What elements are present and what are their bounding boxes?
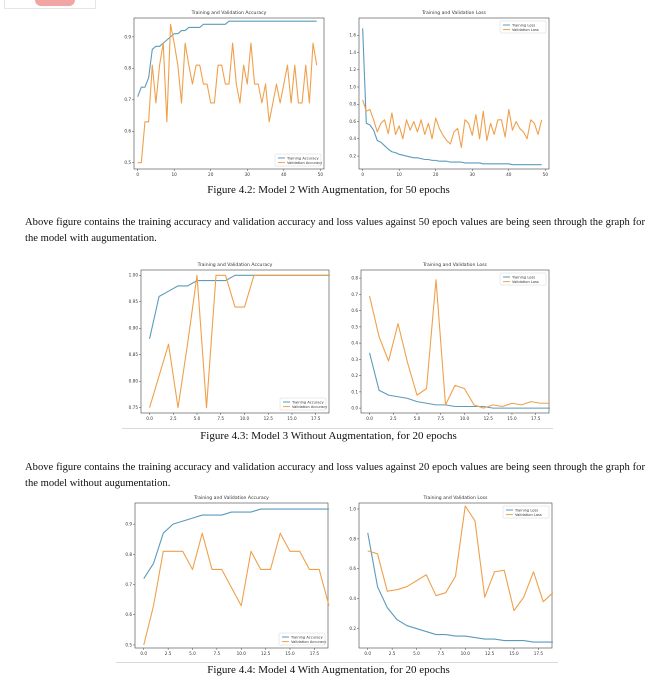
y-tick-label: 1.00 bbox=[128, 272, 138, 278]
x-tick-label: 10.0 bbox=[239, 416, 250, 421]
x-tick-label: 20 bbox=[433, 172, 439, 177]
figure-4-2-loss-plot bbox=[337, 7, 555, 183]
logo-shape bbox=[35, 0, 75, 6]
x-tick-label: 30 bbox=[469, 172, 475, 177]
validation-series-line bbox=[370, 280, 550, 408]
loss-chart bbox=[337, 7, 555, 183]
x-tick-label: 5.0 bbox=[413, 651, 420, 656]
legend-label: Validation Accuracy bbox=[287, 160, 323, 165]
y-tick-label: 0.8 bbox=[351, 275, 358, 281]
x-tick-label: 0 bbox=[361, 172, 364, 177]
plot-frame bbox=[135, 503, 328, 648]
legend-label: Training Loss bbox=[515, 508, 539, 513]
x-tick-label: 10 bbox=[396, 172, 402, 177]
x-tick-label: 15.0 bbox=[507, 416, 517, 421]
figure-4-4-loss-plot bbox=[337, 492, 558, 662]
legend-label: Validation Loss bbox=[512, 27, 539, 32]
y-tick-label: 0.9 bbox=[124, 34, 131, 40]
y-tick-label: 0.9 bbox=[125, 521, 132, 527]
y-tick-label: 1.4 bbox=[349, 49, 356, 55]
training-series-line bbox=[368, 533, 553, 642]
y-tick-label: 0.1 bbox=[351, 389, 358, 395]
x-tick-label: 50 bbox=[542, 172, 549, 177]
y-tick-label: 0.6 bbox=[125, 612, 132, 618]
x-tick-label: 5.0 bbox=[189, 651, 196, 656]
x-tick-label: 2.5 bbox=[169, 416, 177, 421]
validation-series-line bbox=[138, 24, 317, 162]
chart-legend bbox=[275, 154, 323, 166]
y-tick-label: 0.4 bbox=[349, 136, 356, 142]
chart-legend bbox=[280, 398, 328, 410]
figure-4-3-description: Above figure contains the training accuracy and validation accuracy and loss values against 20 epoch values are being seen through the graph for the model without augumentation. bbox=[25, 462, 645, 489]
legend-label: Training Accuracy bbox=[291, 635, 323, 640]
validation-series-line bbox=[144, 533, 329, 645]
training-series-line bbox=[370, 353, 550, 408]
x-tick-label: 50 bbox=[317, 172, 324, 177]
figure-4-4-accuracy-plot bbox=[113, 492, 334, 662]
x-tick-label: 7.5 bbox=[217, 416, 225, 421]
x-tick-label: 7.5 bbox=[213, 651, 221, 656]
x-tick-label: 2.5 bbox=[389, 416, 397, 421]
plot-frame bbox=[134, 18, 324, 169]
y-tick-label: 1.0 bbox=[349, 506, 356, 512]
y-tick-label: 0.75 bbox=[128, 405, 138, 411]
legend-label: Training Accuracy bbox=[287, 156, 319, 161]
x-tick-label: 0.0 bbox=[366, 416, 373, 421]
chart-title: Training and Validation Loss bbox=[423, 263, 487, 268]
x-tick-label: 12.5 bbox=[260, 651, 271, 656]
y-tick-label: 0.8 bbox=[125, 551, 132, 557]
y-tick-label: 0.7 bbox=[124, 97, 131, 103]
legend-label: Validation Accuracy bbox=[292, 404, 328, 409]
accuracy-chart bbox=[112, 7, 330, 183]
y-tick-label: 0.7 bbox=[351, 291, 358, 297]
y-tick-label: 0.2 bbox=[349, 625, 356, 631]
figure-divider bbox=[116, 662, 558, 663]
plot-frame bbox=[359, 18, 549, 169]
x-tick-label: 5.0 bbox=[193, 416, 201, 421]
x-tick-label: 2.5 bbox=[164, 651, 172, 656]
figure-4-3-caption: Figure 4.3: Model 3 Without Augmentation, for 20 epochs bbox=[200, 430, 457, 442]
y-tick-label: 1.6 bbox=[349, 32, 356, 38]
validation-series-line bbox=[363, 100, 542, 147]
y-tick-label: 0.85 bbox=[128, 352, 138, 358]
chart-title: Training and Validation Accuracy bbox=[191, 11, 267, 16]
legend-label: Training Loss bbox=[512, 23, 536, 28]
y-tick-label: 0.6 bbox=[349, 118, 356, 124]
chart-title: Training and Validation Accuracy bbox=[197, 263, 273, 268]
x-tick-label: 17.5 bbox=[533, 651, 544, 656]
y-tick-label: 0.4 bbox=[349, 596, 356, 602]
x-tick-label: 15.0 bbox=[287, 416, 297, 421]
x-tick-label: 10 bbox=[171, 172, 177, 177]
validation-series-line bbox=[150, 275, 330, 407]
header-logo-fragment bbox=[4, 0, 96, 9]
y-tick-label: 0.8 bbox=[124, 65, 131, 71]
y-tick-label: 0.8 bbox=[349, 101, 356, 107]
validation-series-line bbox=[368, 506, 553, 611]
y-tick-label: 0.6 bbox=[124, 128, 131, 134]
accuracy-chart bbox=[113, 492, 334, 662]
x-tick-label: 17.5 bbox=[311, 416, 321, 421]
y-tick-label: 0.80 bbox=[128, 378, 138, 384]
y-tick-label: 0.8 bbox=[349, 536, 356, 542]
figure-4-2-accuracy-plot bbox=[112, 7, 330, 183]
x-tick-label: 0.0 bbox=[146, 416, 153, 421]
x-tick-label: 10.0 bbox=[459, 416, 470, 421]
chart-title: Training and Validation Accuracy bbox=[194, 496, 269, 501]
figure-4-3-loss-plot bbox=[339, 259, 555, 427]
figure-4-4-caption: Figure 4.4: Model 4 With Augmentation, for 20 epochs bbox=[207, 664, 450, 676]
x-tick-label: 7.5 bbox=[437, 651, 445, 656]
y-tick-label: 0.5 bbox=[125, 642, 132, 648]
legend-label: Validation Accuracy bbox=[291, 639, 327, 644]
figure-4-2-description: Above figure contains the training accuracy and validation accuracy and loss values against 50 epoch values are being seen through the graph for the model with augumentation. bbox=[25, 217, 645, 244]
x-tick-label: 0 bbox=[136, 172, 139, 177]
y-tick-label: 0.95 bbox=[128, 299, 138, 305]
training-series-line bbox=[363, 28, 542, 164]
x-tick-label: 15.0 bbox=[285, 651, 295, 656]
x-tick-label: 7.5 bbox=[437, 416, 445, 421]
loss-chart bbox=[337, 492, 558, 662]
chart-title: Training and Validation Loss bbox=[423, 496, 488, 501]
figure-divider bbox=[122, 428, 553, 429]
x-tick-label: 0.0 bbox=[140, 651, 148, 656]
x-tick-label: 40 bbox=[506, 172, 512, 177]
y-tick-label: 0.6 bbox=[351, 308, 358, 314]
x-tick-label: 17.5 bbox=[531, 416, 541, 421]
y-tick-label: 0.4 bbox=[351, 340, 358, 346]
x-tick-label: 12.5 bbox=[484, 651, 495, 656]
x-tick-label: 40 bbox=[281, 172, 287, 177]
y-tick-label: 0.5 bbox=[351, 324, 358, 330]
legend-label: Validation Loss bbox=[515, 512, 542, 517]
legend-label: Training Accuracy bbox=[292, 400, 324, 405]
x-tick-label: 5.0 bbox=[413, 416, 421, 421]
x-tick-label: 0.0 bbox=[364, 651, 372, 656]
y-tick-label: 1.2 bbox=[349, 67, 356, 73]
y-tick-label: 0.90 bbox=[128, 325, 138, 331]
chart-title: Training and Validation Loss bbox=[422, 11, 486, 16]
chart-legend bbox=[279, 633, 327, 645]
training-series-line bbox=[144, 509, 329, 578]
x-tick-label: 15.0 bbox=[509, 651, 519, 656]
y-tick-label: 0.0 bbox=[351, 405, 358, 411]
y-tick-label: 0.3 bbox=[351, 356, 358, 362]
x-tick-label: 20 bbox=[208, 172, 214, 177]
y-tick-label: 0.6 bbox=[349, 566, 356, 572]
y-tick-label: 0.2 bbox=[351, 373, 358, 379]
accuracy-chart bbox=[119, 259, 335, 427]
x-tick-label: 10.0 bbox=[236, 651, 246, 656]
y-tick-label: 0.5 bbox=[124, 160, 131, 166]
chart-legend bbox=[503, 506, 549, 518]
chart-legend bbox=[500, 21, 546, 33]
x-tick-label: 12.5 bbox=[483, 416, 493, 421]
x-tick-label: 30 bbox=[244, 172, 250, 177]
legend-label: Training Loss bbox=[512, 275, 536, 280]
figure-4-3-accuracy-plot bbox=[119, 259, 335, 427]
figure-4-2-caption: Figure 4.2: Model 2 With Augmentation, for 50 epochs bbox=[207, 184, 450, 196]
x-tick-label: 2.5 bbox=[388, 651, 396, 656]
y-tick-label: 0.7 bbox=[125, 581, 132, 587]
y-tick-label: 0.2 bbox=[349, 153, 356, 159]
chart-legend bbox=[500, 273, 546, 285]
loss-chart bbox=[339, 259, 555, 427]
x-tick-label: 10.0 bbox=[460, 651, 470, 656]
plot-frame bbox=[361, 270, 549, 413]
x-tick-label: 17.5 bbox=[309, 651, 320, 656]
x-tick-label: 12.5 bbox=[263, 416, 273, 421]
y-tick-label: 1.0 bbox=[349, 84, 356, 90]
legend-label: Validation Loss bbox=[512, 279, 539, 284]
